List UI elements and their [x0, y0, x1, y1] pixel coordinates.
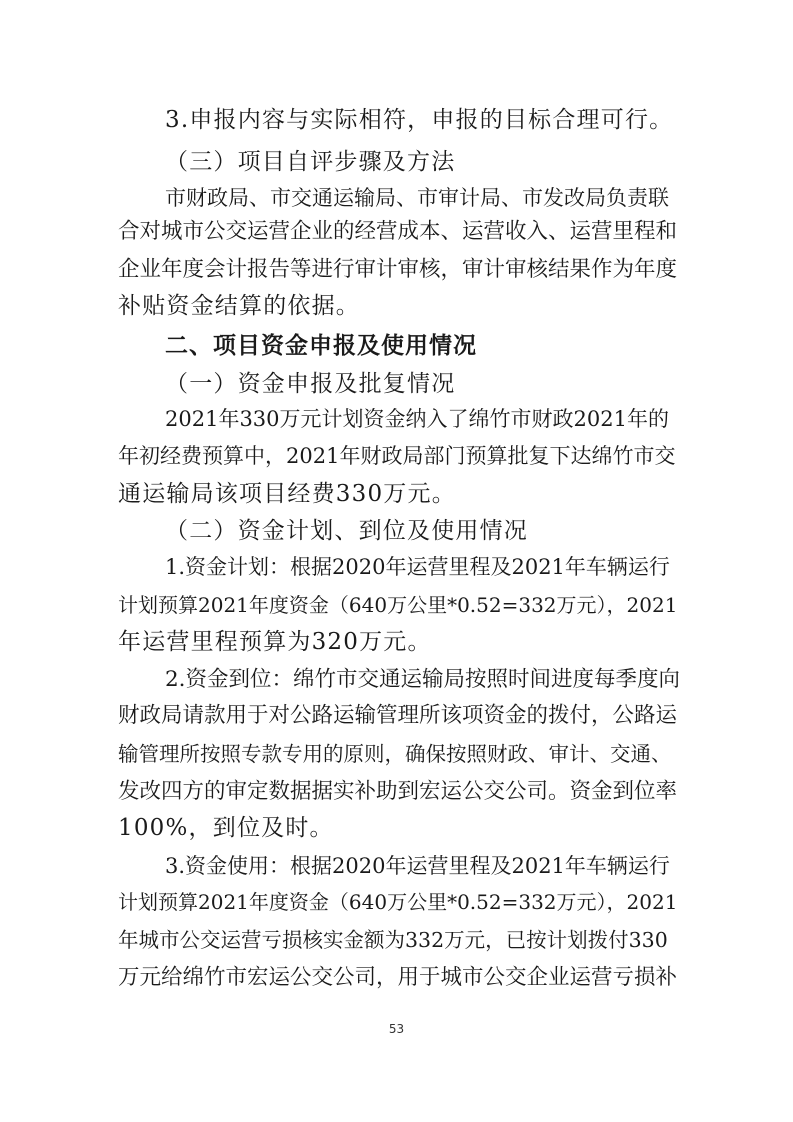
paragraph-line: 补贴资金结算的依据。	[118, 293, 360, 319]
paragraph-line: 财政局请款用于对公路运输管理所该项资金的拨付，公路运	[118, 703, 678, 728]
paragraph-line: 年运营里程预算为320万元。	[118, 629, 432, 655]
paragraph-line: 1.资金计划：根据2020年运营里程及2021年车辆运行	[165, 555, 670, 579]
paragraph-line: 计划预算2021年度资金（640万公里*0.52=332万元），2021	[118, 593, 678, 617]
paragraph-line: 年初经费预算中，2021年财政局部门预算批复下达绵竹市交	[118, 444, 676, 468]
paragraph-line: 2021年330万元计划资金纳入了绵竹市财政2021年的	[165, 407, 669, 431]
section-subheading: （三）项目自评步骤及方法	[165, 149, 456, 175]
paragraph-line: 2.资金到位：绵竹市交通运输局按照时间进度每季度向	[165, 667, 681, 692]
paragraph-line: 企业年度会计报告等进行审计审核，审计审核结果作为年度	[118, 257, 678, 282]
paragraph-line: 年城市公交运营亏损核实金额为332万元，已按计划拨付330	[118, 928, 668, 952]
paragraph-line: 市财政局、市交通运输局、市审计局、市发改局负责联	[165, 186, 669, 210]
paragraph-line: 万元给绵竹市宏运公交公司，用于城市公交企业运营亏损补	[118, 965, 678, 990]
paragraph-line: 输管理所按照专款专用的原则，确保按照财政、审计、交通、	[118, 742, 672, 766]
paragraph-line: 发改四方的审定数据据实补助到宏运公交公司。资金到位率	[118, 779, 678, 804]
section-subheading: （一）资金申报及批复情况	[165, 371, 456, 397]
paragraph-line: 通运输局该项目经费330万元。	[118, 481, 456, 507]
paragraph-line: 计划预算2021年度资金（640万公里*0.52=332万元），2021	[118, 890, 678, 914]
page-number: 53	[388, 1022, 405, 1036]
paragraph-line: 3.资金使用：根据2020年运营里程及2021年车辆运行	[165, 854, 670, 878]
paragraph-line: 合对城市公交运营企业的经营成本、运营收入、运营里程和	[118, 219, 678, 244]
section-subheading: （二）资金计划、到位及使用情况	[165, 518, 528, 544]
section-heading: 二、项目资金申报及使用情况	[165, 333, 477, 359]
paragraph-line: 3.申报内容与实际相符，申报的目标合理可行。	[165, 107, 674, 133]
paragraph-line: 100%，到位及时。	[118, 815, 334, 841]
